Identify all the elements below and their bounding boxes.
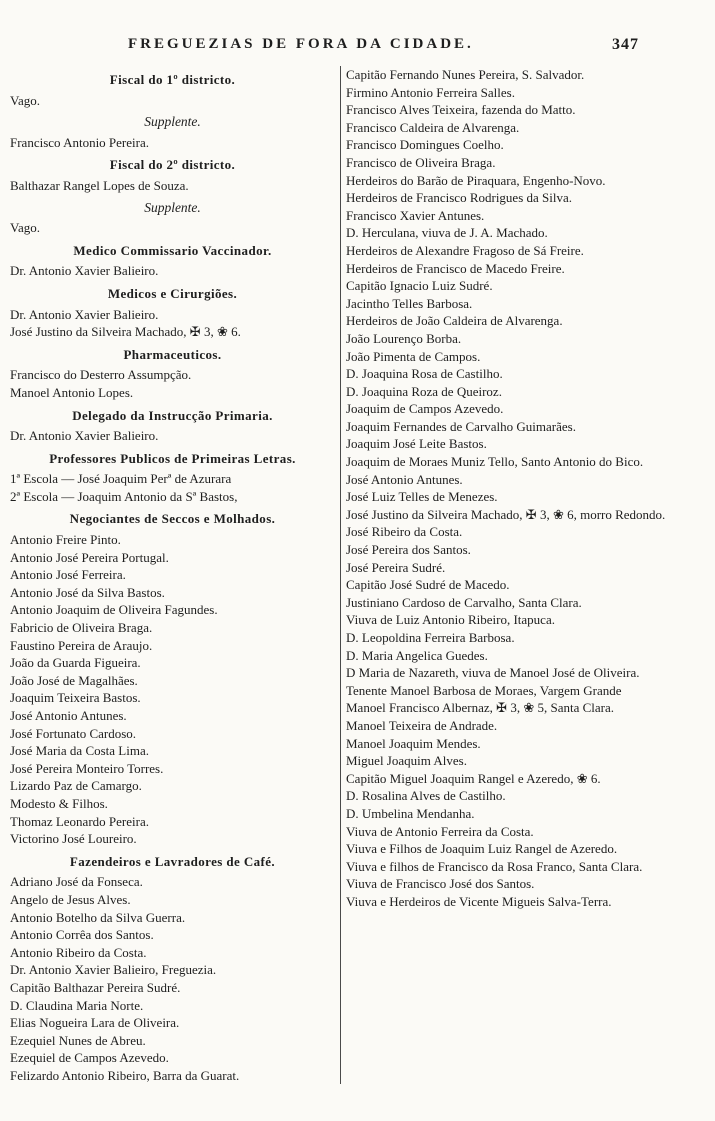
directory-entry: Miguel Joaquim Alves. xyxy=(346,753,467,769)
directory-entry: Modesto & Filhos. xyxy=(10,795,108,811)
directory-entry: D. Claudina Maria Norte. xyxy=(10,997,144,1013)
directory-entry: Viuva e Filhos de Joaquim Luiz Rangel de Azeredo. xyxy=(346,841,618,857)
directory-entry: Francisco Domingues Coelho. xyxy=(346,137,504,153)
section-heading: Pharmaceuticos. xyxy=(123,346,222,362)
directory-entry: Antonio José Pereira Portugal. xyxy=(10,549,169,565)
directory-entry: Francisco Antonio Pereira. xyxy=(10,134,149,150)
directory-entry: João Pimenta de Campos. xyxy=(346,348,481,364)
directory-entry: D. Rosalina Alves de Castilho. xyxy=(346,788,506,804)
directory-entry: Manoel Joaquim Mendes. xyxy=(346,735,481,751)
section-heading: Medicos e Cirurgiões. xyxy=(107,285,238,301)
directory-entry: Viuva de Antonio Ferreira da Costa. xyxy=(346,823,534,839)
directory-entry: Joaquim de Moraes Muniz Tello, Santo Antonio do Bico. xyxy=(346,454,644,470)
directory-entry: José Antonio Antunes. xyxy=(346,471,463,487)
directory-entry: Joaquim Teixeira Bastos. xyxy=(10,690,141,706)
directory-entry: Capitão Miguel Joaquim Rangel e Azeredo, ❀ 6. xyxy=(346,770,601,786)
directory-entry: Dr. Antonio Xavier Balieiro. xyxy=(10,306,159,322)
directory-entry: D. Joaquina Roza de Queiroz. xyxy=(346,383,502,399)
directory-entry: José Justino da Silveira Machado, ✠ 3, ❀ 6, morro Redondo. xyxy=(346,506,666,522)
directory-entry: José Antonio Antunes. xyxy=(10,708,127,723)
directory-entry: Firmino Antonio Ferreira Salles. xyxy=(346,84,515,100)
directory-entry: D. Herculana, viuva de J. A. Machado. xyxy=(346,225,548,241)
directory-entry: Tenente Manoel Barbosa de Moraes, Vargem Grande xyxy=(346,682,622,698)
section-subheading: Supplente. xyxy=(144,114,201,130)
directory-entry: Francisco do Desterro Assumpção. xyxy=(10,367,192,383)
directory-entry: Antonio Ribeiro da Costa. xyxy=(10,944,147,960)
directory-entry: Viuva e filhos de Francisco da Rosa Franco, Santa Clara. xyxy=(346,858,643,874)
directory-entry: Capitão Fernando Nunes Pereira, S. Salvador. xyxy=(346,67,585,82)
directory-entry: Adriano José da Fonseca. xyxy=(10,874,143,890)
directory-entry: Jacintho Telles Barbosa. xyxy=(346,295,473,311)
directory-entry: Herdeiros de Francisco de Macedo Freire. xyxy=(346,260,565,276)
directory-entry: D. Maria Angelica Guedes. xyxy=(346,647,488,663)
directory-entry: Francisco Caldeira de Alvarenga. xyxy=(346,119,520,135)
page-number: 347 xyxy=(612,36,639,53)
directory-entry: Capitão Ignacio Luiz Sudré. xyxy=(346,278,493,294)
directory-entry: José Luiz Telles de Menezes. xyxy=(346,489,498,505)
directory-entry: D. Joaquina Rosa de Castilho. xyxy=(346,366,503,382)
section-heading: Fiscal do 1º districto. xyxy=(109,72,236,87)
directory-entry: Manoel Teixeira de Andrade. xyxy=(346,717,498,733)
directory-entry: Herdeiros de Alexandre Fragoso de Sá Freire. xyxy=(346,242,584,258)
directory-entry: José Fortunato Cardoso. xyxy=(10,725,137,741)
directory-entry: Balthazar Rangel Lopes de Souza. xyxy=(10,177,189,193)
directory-entry: Viuva de Luiz Antonio Ribeiro, Itapuca. xyxy=(346,612,555,628)
directory-entry: Ezequiel Nunes de Abreu. xyxy=(10,1032,146,1048)
directory-entry: José Maria da Costa Lima. xyxy=(10,743,149,759)
directory-entry: D Maria de Nazareth, viuva de Manoel José de Oliveira. xyxy=(346,665,640,681)
directory-entry: 1ª Escola — José Joaquim Perª de Azurara xyxy=(10,471,232,487)
directory-entry: Antonio Corrêa dos Santos. xyxy=(10,927,154,943)
page-header xyxy=(10,36,707,60)
directory-entry: Francisco Xavier Antunes. xyxy=(346,207,485,223)
directory-entry: 2ª Escola — Joaquim Antonio da Sª Bastos, xyxy=(10,488,238,504)
directory-entry: Viuva de Francisco José dos Santos. xyxy=(346,876,535,892)
directory-entry: Dr. Antonio Xavier Balieiro. xyxy=(10,428,159,444)
section-heading: Negociantes de Seccos e Molhados. xyxy=(69,511,276,527)
directory-entry: Fabricio de Oliveira Braga. xyxy=(10,620,153,636)
directory-entry: Justiniano Cardoso de Carvalho, Santa Clara. xyxy=(346,594,582,610)
directory-entry: Felizardo Antonio Ribeiro, Barra da Guarat. xyxy=(10,1067,240,1083)
section-heading: Professores Publicos de Primeiras Letras. xyxy=(49,450,296,466)
section-subheading: Supplente. xyxy=(144,199,201,215)
directory-entry: D. Leopoldina Ferreira Barbosa. xyxy=(346,630,515,645)
directory-entry: Victorino José Loureiro. xyxy=(10,831,137,847)
directory-entry: Dr. Antonio Xavier Balieiro, Freguezia. xyxy=(10,962,217,978)
directory-entry: Elias Nogueira Lara de Oliveira. xyxy=(10,1015,180,1031)
page-title: FREGUEZIAS DE FORA DA CIDADE. xyxy=(128,36,474,52)
directory-entry: Herdeiros do Barão de Piraquara, Engenho-Novo. xyxy=(346,172,606,188)
left-column xyxy=(10,66,340,1084)
directory-entry: Capitão Balthazar Pereira Sudré. xyxy=(10,979,181,995)
directory-entry: Antonio José da Silva Bastos. xyxy=(10,584,165,600)
directory-entry: José Ribeiro da Costa. xyxy=(346,524,463,540)
directory-entry: Francisco de Oliveira Braga. xyxy=(346,154,496,170)
directory-entry: Faustino Pereira de Araujo. xyxy=(10,637,153,653)
directory-entry: Joaquim de Campos Azevedo. xyxy=(346,401,504,417)
two-column-layout xyxy=(10,66,707,1084)
directory-entry: Dr. Antonio Xavier Balieiro. xyxy=(10,263,159,279)
directory-entry: Capitão José Sudré de Macedo. xyxy=(346,577,510,593)
directory-entry: Thomaz Leonardo Pereira. xyxy=(10,813,149,829)
directory-entry: Vago. xyxy=(10,220,40,236)
directory-entry: Antonio Freire Pinto. xyxy=(10,532,121,548)
directory-entry: José Justino da Silveira Machado, ✠ 3, ❀ 6. xyxy=(10,324,241,340)
section-heading: Fazendeiros e Lavradores de Café. xyxy=(69,853,276,869)
directory-entry: Antonio José Ferreira. xyxy=(10,567,126,583)
directory-entry: Joaquim Fernandes de Carvalho Guimarães. xyxy=(346,418,576,434)
right-column xyxy=(341,66,707,1084)
directory-entry: Antonio Joaquim de Oliveira Fagundes. xyxy=(10,602,218,618)
directory-entry: Lizardo Paz de Camargo. xyxy=(10,778,142,794)
directory-entry: José Pereira Monteiro Torres. xyxy=(10,760,164,776)
directory-entry: João da Guarda Figueira. xyxy=(10,655,141,671)
directory-entry: Francisco Alves Teixeira, fazenda do Matto. xyxy=(346,102,576,118)
directory-entry: Antonio Botelho da Silva Guerra. xyxy=(10,909,186,925)
directory-entry: Viuva e Herdeiros de Vicente Migueis Salva-Terra. xyxy=(346,893,612,909)
section-heading: Delegado da Instrucção Primaria. xyxy=(72,407,273,423)
directory-entry: D. Umbelina Mendanha. xyxy=(346,805,475,821)
directory-entry: Angelo de Jesus Alves. xyxy=(10,891,131,907)
directory-entry: Manoel Francisco Albernaz, ✠ 3, ❀ 5, Santa Clara. xyxy=(346,700,614,716)
directory-entry: Herdeiros de João Caldeira de Alvarenga. xyxy=(346,313,563,329)
directory-entry: Ezequiel de Campos Azevedo. xyxy=(10,1050,169,1066)
directory-entry: João José de Magalhães. xyxy=(10,672,138,688)
directory-entry: Herdeiros de Francisco Rodrigues da Silva. xyxy=(346,190,573,206)
directory-entry: José Pereira Sudré. xyxy=(346,559,446,575)
directory-entry: Joaquim José Leite Bastos. xyxy=(346,436,487,452)
directory-entry: Manoel Antonio Lopes. xyxy=(10,384,134,400)
directory-entry: Vago. xyxy=(10,92,40,108)
directory-entry: José Pereira dos Santos. xyxy=(346,542,471,558)
section-heading: Fiscal do 2º districto. xyxy=(109,157,236,173)
section-heading: Medico Commissario Vaccinador. xyxy=(73,242,272,258)
directory-entry: João Lourenço Borba. xyxy=(346,330,462,346)
